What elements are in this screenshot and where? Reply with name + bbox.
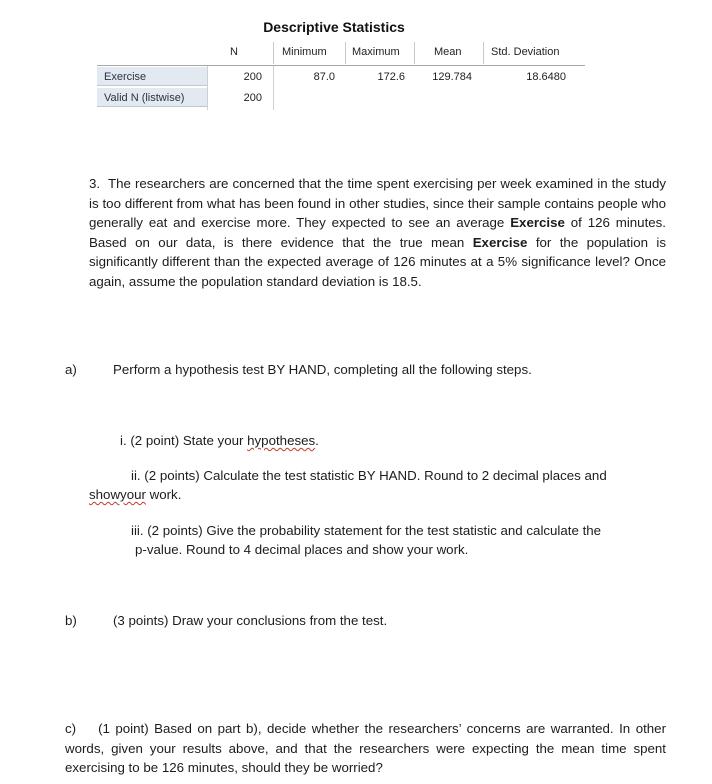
bold-term-exercise: Exercise [510, 215, 565, 231]
question-number: 3. [89, 176, 101, 191]
spellcheck-word: showyour [89, 487, 146, 502]
part-a-step-iii: iii. (2 points) Give the probability statement for the test statistic and calculate the [131, 523, 602, 538]
cell-exercise-std-deviation: 18.6480 [526, 71, 566, 83]
question-sentence: for the population is significantly different than the expected average of 126 minutes at a 5% significance level? Once again, assume the population standard deviation is 18.5. [89, 234, 666, 289]
bold-term-exercise: Exercise [472, 234, 528, 250]
cell-exercise-maximum: 172.6 [377, 71, 405, 83]
question-sentence: The researchers are concerned that the time spent exercising per week examined in the study is too different from what has been found in other studies, since their sample contains people who generally eat and exercise more. They expected to see an average [89, 176, 666, 231]
row-label-exercise: Exercise [104, 71, 147, 83]
part-a-step-ii-cont [89, 487, 181, 502]
header-divider [97, 65, 585, 66]
cell-exercise-minimum: 87.0 [313, 71, 335, 83]
part-c-text [65, 719, 666, 778]
part-a-text: Perform a hypothesis test BY HAND, completing all the following steps. [113, 362, 532, 377]
column-divider [273, 66, 274, 110]
col-header-maximum: Maximum [352, 46, 400, 58]
spellcheck-word: hypotheses [247, 433, 316, 448]
header-separator [483, 42, 484, 64]
part-a-step-iii-cont: p-value. Round to 4 decimal places and show your work. [135, 542, 469, 557]
step-ii-text-end: work. [149, 487, 182, 502]
col-header-std-deviation: Std. Deviation [491, 46, 560, 58]
header-separator [345, 42, 346, 64]
question-sentence: of 126 minutes. Based on our data, is there evidence that the true mean [89, 215, 666, 250]
cell-valid-n: 200 [243, 92, 262, 104]
step-i-text: i. (2 point) State your [120, 433, 244, 448]
cell-exercise-mean: 129.784 [432, 71, 472, 83]
table-title: Descriptive Statistics [263, 19, 405, 35]
part-a-step-ii: ii. (2 points) Calculate the test statistic BY HAND. Round to 2 decimal places and [131, 468, 607, 483]
question-3-text [89, 174, 666, 292]
part-b-text: (3 points) Draw your conclusions from the test. [113, 613, 388, 628]
part-a-step-i [120, 433, 319, 448]
col-header-minimum: Minimum [282, 46, 327, 58]
part-a-marker: a) [65, 362, 77, 377]
part-c-marker: c) [65, 721, 77, 736]
cell-exercise-n: 200 [243, 71, 262, 83]
step-i-period: . [315, 433, 319, 448]
header-separator [414, 42, 415, 64]
row-label-valid-n: Valid N (listwise) [104, 92, 185, 104]
part-b-marker: b) [65, 613, 77, 628]
header-separator [273, 42, 274, 64]
col-header-n: N [230, 46, 238, 58]
part-c-sentence: (1 point) Based on part b), decide whether the researchers’ concerns are warranted. In other words, given your results above, and that the researchers were expecting the mean time spent exercising to be 126 minutes, should they be worried? [65, 721, 667, 776]
row-label-divider [207, 66, 208, 110]
col-header-mean: Mean [434, 46, 462, 58]
